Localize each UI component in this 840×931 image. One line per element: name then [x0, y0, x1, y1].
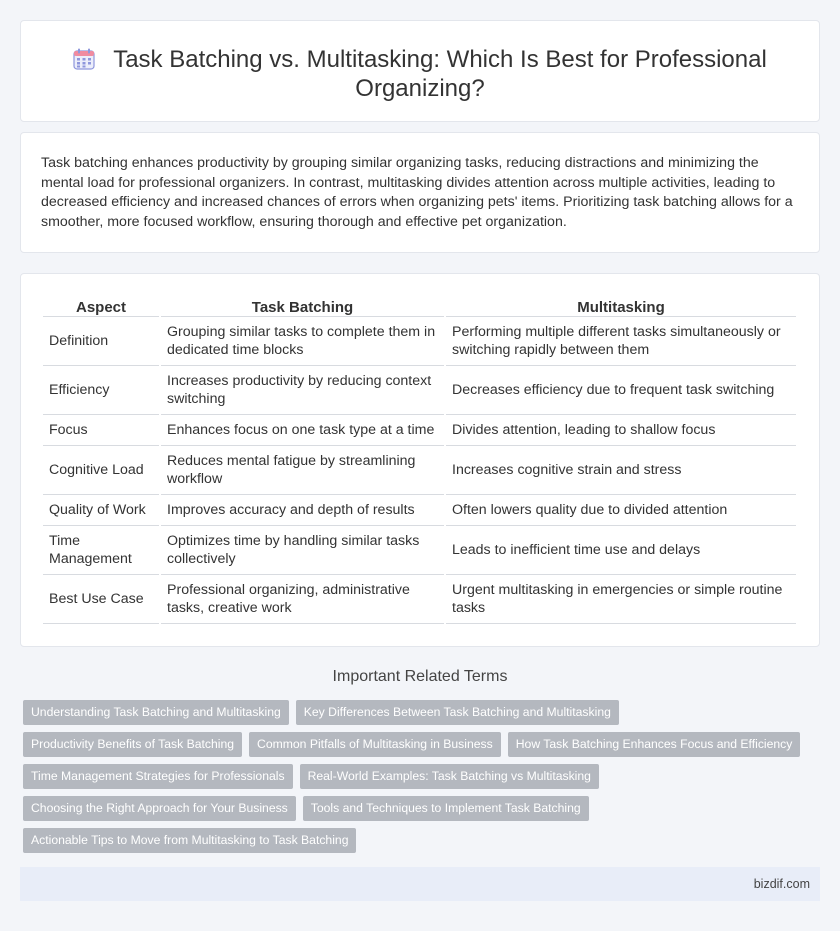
related-terms-title: Important Related Terms — [332, 668, 508, 685]
table-row — [43, 366, 796, 415]
intro-card — [20, 132, 820, 253]
cell-multitasking: Leads to inefficient time use and delays — [446, 526, 796, 575]
related-term-tag[interactable]: Real-World Examples: Task Batching vs Multitasking — [300, 764, 599, 789]
related-term-tag[interactable]: Tools and Techniques to Implement Task Batching — [303, 796, 589, 821]
footer — [20, 867, 820, 901]
related-term-tag[interactable]: Common Pitfalls of Multitasking in Business — [249, 732, 501, 757]
page-title — [61, 45, 779, 103]
header-multitasking: Multitasking — [446, 297, 796, 317]
calendar-icon — [73, 48, 95, 70]
table-header-row — [43, 297, 796, 317]
comparison-table — [41, 297, 798, 624]
comparison-table-card — [20, 273, 820, 647]
related-term-tag[interactable]: How Task Batching Enhances Focus and Efficiency — [508, 732, 801, 757]
cell-task-batching: Improves accuracy and depth of results — [161, 495, 444, 526]
cell-aspect: Focus — [43, 415, 159, 446]
related-term-tag[interactable]: Key Differences Between Task Batching and Multitasking — [296, 700, 619, 725]
related-term-tag[interactable]: Choosing the Right Approach for Your Business — [23, 796, 296, 821]
cell-multitasking: Divides attention, leading to shallow focus — [446, 415, 796, 446]
related-term-tag[interactable]: Understanding Task Batching and Multitasking — [23, 700, 289, 725]
header-aspect: Aspect — [43, 297, 159, 317]
cell-multitasking: Often lowers quality due to divided attention — [446, 495, 796, 526]
related-term-tag[interactable]: Productivity Benefits of Task Batching — [23, 732, 242, 757]
related-terms-tags — [23, 700, 813, 860]
table-row — [43, 317, 796, 366]
cell-task-batching: Grouping similar tasks to complete them in dedicated time blocks — [161, 317, 444, 366]
cell-aspect: Cognitive Load — [43, 446, 159, 495]
header-task-batching: Task Batching — [161, 297, 444, 317]
table-row — [43, 415, 796, 446]
title-wrap — [61, 45, 779, 103]
cell-task-batching: Increases productivity by reducing context switching — [161, 366, 444, 415]
table-row — [43, 495, 796, 526]
cell-aspect: Best Use Case — [43, 575, 159, 624]
cell-multitasking: Decreases efficiency due to frequent task switching — [446, 366, 796, 415]
cell-task-batching: Enhances focus on one task type at a time — [161, 415, 444, 446]
cell-multitasking: Urgent multitasking in emergencies or simple routine tasks — [446, 575, 796, 624]
cell-multitasking: Performing multiple different tasks simultaneously or switching rapidly between them — [446, 317, 796, 366]
cell-task-batching: Reduces mental fatigue by streamlining workflow — [161, 446, 444, 495]
cell-task-batching: Optimizes time by handling similar tasks collectively — [161, 526, 444, 575]
cell-aspect: Time Management — [43, 526, 159, 575]
cell-aspect: Quality of Work — [43, 495, 159, 526]
footer-brand[interactable]: bizdif.com — [753, 877, 810, 891]
table-row — [43, 526, 796, 575]
table-row — [43, 575, 796, 624]
related-term-tag[interactable]: Time Management Strategies for Professionals — [23, 764, 293, 789]
intro-text: Task batching enhances productivity by grouping similar organizing tasks, reducing distractions and minimizing the mental load for professional organizers. In contrast, multitasking divides attention across multiple activities, leading to decreased efficiency and increased chances of errors when organizing pets' items. Prioritizing task batching allows for a smoother, more focused workflow, ensuring thorough and effective pet organization. — [41, 155, 793, 230]
cell-aspect: Efficiency — [43, 366, 159, 415]
cell-aspect: Definition — [43, 317, 159, 366]
cell-task-batching: Professional organizing, administrative tasks, creative work — [161, 575, 444, 624]
title-card — [20, 20, 820, 122]
cell-multitasking: Increases cognitive strain and stress — [446, 446, 796, 495]
page-title-text: Task Batching vs. Multitasking: Which Is Best for Professional Organizing? — [113, 46, 767, 102]
related-term-tag[interactable]: Actionable Tips to Move from Multitasking to Task Batching — [23, 828, 356, 853]
table-row — [43, 446, 796, 495]
